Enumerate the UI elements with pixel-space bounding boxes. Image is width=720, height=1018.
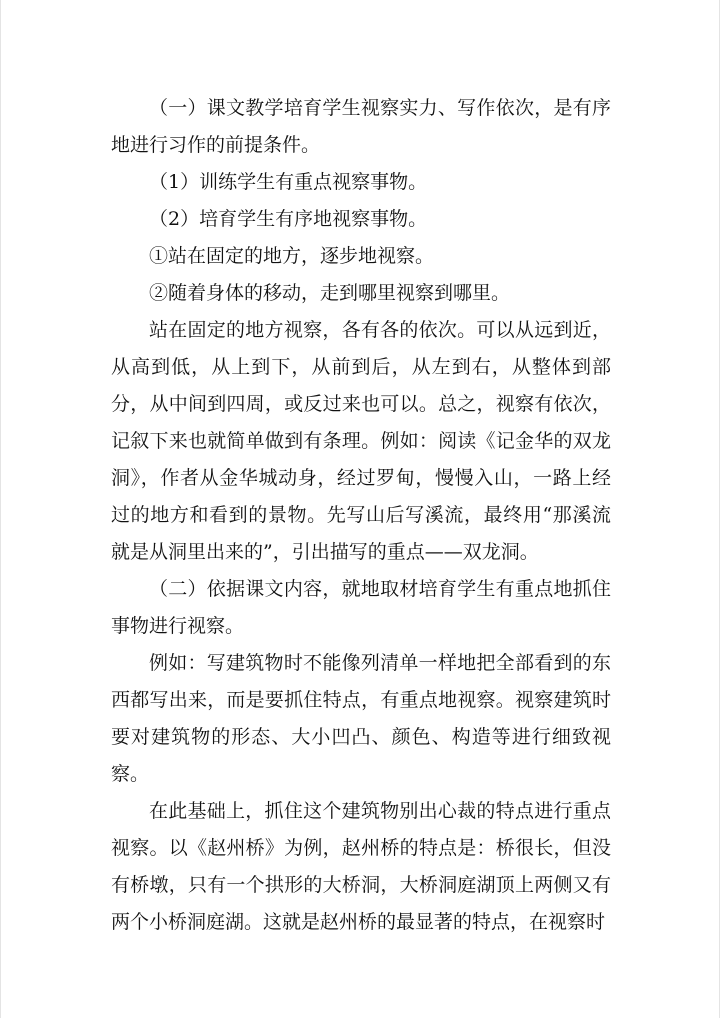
paragraph-building-example: 例如：写建筑物时不能像列清单一样地把全部看到的东西都写出来，而是要抓住特点，有重点地视察。视察建筑时要对建筑物的形态、大小凹凸、颜色、构造等进行细致视察。	[111, 652, 611, 785]
paragraph-section-one-heading: （一）课文教学培育学生视察实力、写作依次，是有序地进行习作的前提条件。	[111, 97, 611, 156]
paragraph-subitem-b: ②随着身体的移动，走到哪里视察到哪里。	[149, 282, 511, 304]
paragraph-item-2: （2）培育学生有序地视察事物。	[149, 208, 428, 230]
document-body	[111, 90, 611, 941]
paragraph-subitem-a: ①站在固定的地方，逐步地视察。	[149, 245, 435, 267]
paragraph-section-two-heading: （二）依据课文内容，就地取材培育学生有重点地抓住事物进行视察。	[111, 578, 611, 637]
paragraph-zhaozhou-bridge: 在此基础上，抓住这个建筑物别出心裁的特点进行重点视察。以《赵州桥》为例，赵州桥的特点是：桥很长，但没有桥墩，只有一个拱形的大桥洞，大桥洞庭湖顶上两侧又有两个小桥洞庭湖。这就是赵州桥的最显著的特点，在视察时	[111, 800, 611, 933]
paragraph-item-1: （1）训练学生有重点视察事物。	[149, 171, 428, 193]
paragraph-fixed-position-observation: 站在固定的地方视察，各有各的依次。可以从远到近，从高到低，从上到下，从前到后，从左到右，从整体到部分，从中间到四周，或反过来也可以。总之，视察有依次，记叙下来也就简单做到有条理。例如：阅读《记金华的双龙洞》，作者从金华城动身，经过罗甸，慢慢入山，一路上经过的地方和看到的景物。先写山后写溪流，最终用“那溪流就是从洞里出来的”，引出描写的重点——双龙洞。	[111, 319, 611, 563]
